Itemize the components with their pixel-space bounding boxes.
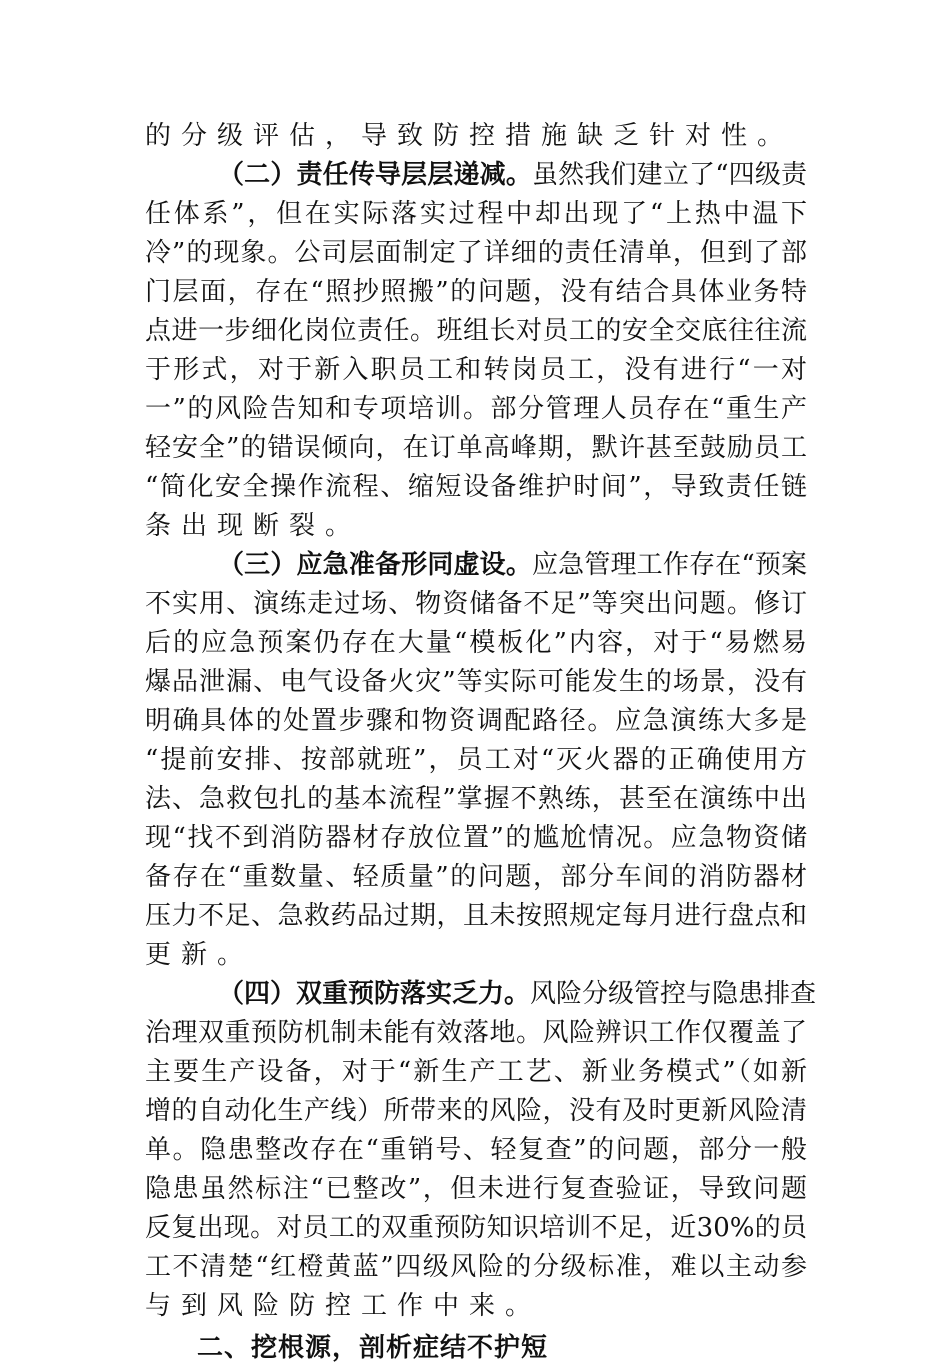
paragraph-text: 风险分级管控与隐患排查 (530, 979, 817, 1009)
paragraph-line: 更新。 (145, 940, 254, 970)
paragraph-line: 门层面，存在“照抄照搬”的问题，没有结合具体业务特 (145, 277, 807, 307)
paragraph-line: 隐患虽然标注“已整改”，但未进行复查验证，导致问题 (145, 1174, 807, 1204)
paragraph-line: 一”的风险告知和专项培训。部分管理人员存在“重生产 (145, 394, 807, 424)
paragraph-text: 应急管理工作存在“预案 (532, 550, 807, 580)
paragraph-line: 压力不足、急救药品过期，且未按照规定每月进行盘点和 (145, 901, 807, 931)
paragraph-line: 备存在“重数量、轻质量”的问题，部分车间的消防器材 (145, 862, 807, 892)
paragraph-first-line (145, 546, 807, 585)
paragraph-line: 法、急救包扎的基本流程”掌握不熟练，甚至在演练中出 (145, 784, 807, 814)
paragraph-line: 反复出现。对员工的双重预防知识培训不足，近30%的员 (145, 1213, 807, 1243)
paragraph-text: 虽然我们建立了“四级责 (532, 160, 807, 190)
paragraph-line: 的分级评估，导致防控措施缺乏针对性。 (145, 121, 794, 151)
paragraph-line: 条出现断裂。 (145, 511, 362, 541)
document-page (145, 117, 817, 1370)
paragraph-line: 冷”的现象。公司层面制定了详细的责任清单，但到了部 (145, 238, 807, 268)
paragraph-line: 明确具体的处置步骤和物资调配路径。应急演练大多是 (145, 706, 807, 736)
paragraph-line: 不实用、演练走过场、物资储备不足”等突出问题。修订 (145, 589, 807, 619)
section-heading: 二、挖根源，剖析症结不护短 (197, 1333, 549, 1363)
paragraph-line: 单。隐患整改存在“重销号、轻复查”的问题，部分一般 (145, 1135, 807, 1165)
paragraph-line: 点进一步细化岗位责任。班组长对员工的安全交底往往流 (145, 316, 807, 346)
paragraph-first-line (145, 156, 807, 195)
paragraph-line: 工不清楚“红橙黄蓝”四级风险的分级标准，难以主动参 (145, 1252, 807, 1282)
paragraph-line: 治理双重预防机制未能有效落地。风险辨识工作仅覆盖了 (145, 1018, 807, 1048)
paragraph-line: 现“找不到消防器材存放位置”的尴尬情况。应急物资储 (145, 823, 807, 853)
paragraph-line: 后的应急预案仍存在大量“模板化”内容，对于“易燃易 (145, 628, 807, 658)
paragraph-lead-title: （二）责任传导层层递减。 (218, 160, 533, 190)
paragraph-line: “提前安排、按部就班”，员工对“灭火器的正确使用方 (145, 745, 807, 775)
paragraph-line: 于形式，对于新入职员工和转岗员工，没有进行“一对 (145, 355, 807, 385)
paragraph-line: 任体系”，但在实际落实过程中却出现了“上热中温下 (145, 199, 807, 229)
paragraph-line: 轻安全”的错误倾向，在订单高峰期，默许甚至鼓励员工 (145, 433, 807, 463)
paragraph-line: 与到风险防控工作中来。 (145, 1291, 542, 1321)
paragraph-lead-title: （四）双重预防落实乏力。 (218, 979, 531, 1009)
paragraph-line: “简化安全操作流程、缩短设备维护时间”，导致责任链 (145, 472, 807, 502)
paragraph-first-line (145, 975, 817, 1014)
paragraph-line: 主要生产设备，对于“新生产工艺、新业务模式”（如新 (145, 1057, 807, 1087)
paragraph-lead-title: （三）应急准备形同虚设。 (218, 550, 533, 580)
paragraph-line: 增的自动化生产线）所带来的风险，没有及时更新风险清 (145, 1096, 807, 1126)
paragraph-line: 爆品泄漏、电气设备火灾”等实际可能发生的场景，没有 (145, 667, 807, 697)
